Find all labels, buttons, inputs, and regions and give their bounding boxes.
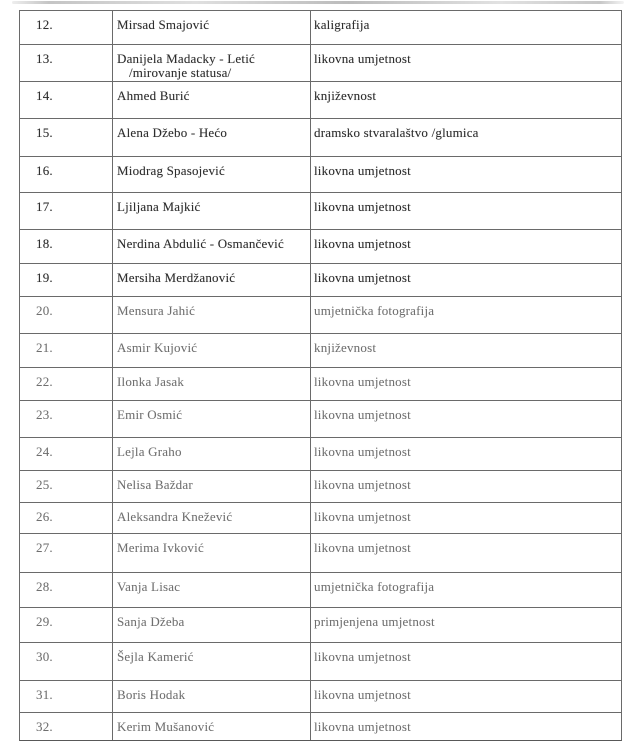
artist-name: Ljiljana Majkić xyxy=(117,199,201,214)
table-row xyxy=(20,82,621,119)
discipline: umjetnička fotografija xyxy=(314,303,435,318)
artist-name-cell xyxy=(113,368,311,400)
row-number-cell xyxy=(20,297,113,333)
discipline-cell xyxy=(311,534,621,572)
artist-name: Miodrag Spasojević xyxy=(117,163,225,178)
discipline-cell xyxy=(311,438,621,470)
discipline-cell xyxy=(311,193,621,229)
row-number: 25. xyxy=(36,477,53,492)
artist-name: Sanja Džeba xyxy=(117,614,185,629)
row-number: 24. xyxy=(36,444,53,459)
artist-name: Lejla Graho xyxy=(117,444,182,459)
artist-name-cell xyxy=(113,82,311,118)
discipline-cell xyxy=(311,119,621,156)
artist-name-cell xyxy=(113,297,311,333)
discipline-cell xyxy=(311,401,621,437)
row-number: 18. xyxy=(36,236,53,251)
row-number-cell xyxy=(20,401,113,437)
discipline: likovna umjetnost xyxy=(314,270,411,285)
discipline-cell xyxy=(311,608,621,642)
artist-name: Merima Ivković xyxy=(117,540,204,555)
discipline: likovna umjetnost xyxy=(314,719,411,734)
table-row xyxy=(20,573,621,608)
artist-name-cell xyxy=(113,471,311,502)
table-row xyxy=(20,230,621,264)
row-number-cell xyxy=(20,11,113,44)
row-number-cell xyxy=(20,368,113,400)
artist-name: Šejla Kamerić xyxy=(117,649,194,664)
row-number-cell xyxy=(20,681,113,712)
discipline-cell xyxy=(311,643,621,680)
artist-name: Ilonka Jasak xyxy=(117,374,185,389)
scan-artifact-line xyxy=(12,1,624,4)
table-row xyxy=(20,334,621,368)
row-number-cell xyxy=(20,45,113,81)
row-number: 20. xyxy=(36,303,53,318)
table-row xyxy=(20,11,621,45)
artist-name-cell xyxy=(113,713,311,740)
discipline: likovna umjetnost xyxy=(314,199,411,214)
row-number: 13. xyxy=(36,51,53,66)
row-number-cell xyxy=(20,608,113,642)
row-number-cell xyxy=(20,438,113,470)
discipline-cell xyxy=(311,503,621,533)
artist-status-note: /mirovanje statusa/ xyxy=(129,64,232,80)
row-number-cell xyxy=(20,157,113,192)
artist-name: Kerim Mušanović xyxy=(117,719,215,734)
table-row xyxy=(20,45,621,82)
discipline: likovna umjetnost xyxy=(314,649,411,664)
row-number: 15. xyxy=(36,125,53,140)
row-number-cell xyxy=(20,503,113,533)
discipline-cell xyxy=(311,713,621,740)
artist-name-cell xyxy=(113,608,311,642)
table-row xyxy=(20,503,621,534)
artist-name-cell xyxy=(113,193,311,229)
artist-name-cell xyxy=(113,643,311,680)
discipline: likovna umjetnost xyxy=(314,444,411,459)
row-number: 27. xyxy=(36,540,53,555)
row-number-cell xyxy=(20,82,113,118)
discipline: kaligrafija xyxy=(314,17,370,32)
discipline: dramsko stvaralaštvo /glumica xyxy=(314,125,479,140)
artist-name-cell xyxy=(113,534,311,572)
discipline: likovna umjetnost xyxy=(314,236,411,251)
discipline-cell xyxy=(311,334,621,367)
artist-name: Nelisa Baždar xyxy=(117,477,193,492)
row-number-cell xyxy=(20,334,113,367)
artist-name: Alena Džebo - Hećo xyxy=(117,125,228,140)
discipline: likovna umjetnost xyxy=(314,407,411,422)
table-row xyxy=(20,157,621,193)
table-row xyxy=(20,401,621,438)
artist-name: Nerdina Abdulić - Osmančević xyxy=(117,236,284,251)
table-row xyxy=(20,119,621,157)
artist-name: Vanja Lisac xyxy=(117,579,181,594)
artist-name-cell xyxy=(113,45,311,81)
discipline-cell xyxy=(311,471,621,502)
discipline-cell xyxy=(311,11,621,44)
row-number-cell xyxy=(20,471,113,502)
artist-name: Emir Osmić xyxy=(117,407,183,422)
artists-register-table xyxy=(19,10,622,741)
artist-name: Ahmed Burić xyxy=(117,88,190,103)
row-number-cell xyxy=(20,264,113,296)
table-row xyxy=(20,471,621,503)
table-row xyxy=(20,368,621,401)
artist-name-cell xyxy=(113,230,311,263)
discipline-cell xyxy=(311,368,621,400)
discipline-cell xyxy=(311,297,621,333)
artist-name-cell xyxy=(113,401,311,437)
artist-name-cell xyxy=(113,157,311,192)
discipline-cell xyxy=(311,573,621,607)
artist-name: Danijela Madacky - Letić xyxy=(117,51,255,66)
row-number-cell xyxy=(20,119,113,156)
discipline: likovna umjetnost xyxy=(314,540,411,555)
discipline-cell xyxy=(311,157,621,192)
artist-name: Mersiha Merdžanović xyxy=(117,270,236,285)
discipline: likovna umjetnost xyxy=(314,163,411,178)
row-number: 21. xyxy=(36,340,53,355)
artist-name-cell xyxy=(113,681,311,712)
artist-name-cell xyxy=(113,264,311,296)
row-number: 22. xyxy=(36,374,53,389)
artist-name-cell xyxy=(113,438,311,470)
row-number-cell xyxy=(20,534,113,572)
row-number: 19. xyxy=(36,270,53,285)
discipline: književnost xyxy=(314,340,377,355)
discipline-cell xyxy=(311,230,621,263)
row-number: 31. xyxy=(36,687,53,702)
artist-name-cell xyxy=(113,119,311,156)
row-number-cell xyxy=(20,193,113,229)
table-row xyxy=(20,193,621,230)
discipline: umjetnička fotografija xyxy=(314,579,435,594)
table-row xyxy=(20,713,621,740)
row-number-cell xyxy=(20,643,113,680)
table-row xyxy=(20,681,621,713)
discipline: likovna umjetnost xyxy=(314,51,411,66)
discipline: primjenjena umjetnost xyxy=(314,614,435,629)
artist-name: Aleksandra Knežević xyxy=(117,509,233,524)
artist-name: Asmir Kujović xyxy=(117,340,198,355)
artist-name: Mirsad Smajović xyxy=(117,17,210,32)
discipline-cell xyxy=(311,264,621,296)
table-row xyxy=(20,264,621,297)
row-number: 23. xyxy=(36,407,53,422)
row-number: 29. xyxy=(36,614,53,629)
artist-name: Mensura Jahić xyxy=(117,303,196,318)
row-number: 16. xyxy=(36,163,53,178)
row-number-cell xyxy=(20,573,113,607)
row-number: 32. xyxy=(36,719,53,734)
artist-name-cell xyxy=(113,573,311,607)
row-number: 12. xyxy=(36,17,53,32)
discipline: likovna umjetnost xyxy=(314,374,411,389)
table-row xyxy=(20,534,621,573)
row-number-cell xyxy=(20,713,113,740)
table-row xyxy=(20,297,621,334)
discipline: likovna umjetnost xyxy=(314,477,411,492)
discipline: književnost xyxy=(314,88,377,103)
discipline: likovna umjetnost xyxy=(314,687,411,702)
table-row xyxy=(20,608,621,643)
discipline-cell xyxy=(311,681,621,712)
row-number: 14. xyxy=(36,88,53,103)
table-row xyxy=(20,438,621,471)
artist-name-cell xyxy=(113,503,311,533)
row-number: 30. xyxy=(36,649,53,664)
artist-name-cell xyxy=(113,11,311,44)
row-number: 26. xyxy=(36,509,53,524)
artist-name-cell xyxy=(113,334,311,367)
table-row xyxy=(20,643,621,681)
row-number: 28. xyxy=(36,579,53,594)
row-number-cell xyxy=(20,230,113,263)
discipline: likovna umjetnost xyxy=(314,509,411,524)
artist-name: Boris Hodak xyxy=(117,687,186,702)
discipline-cell xyxy=(311,45,621,81)
row-number: 17. xyxy=(36,199,53,214)
discipline-cell xyxy=(311,82,621,118)
